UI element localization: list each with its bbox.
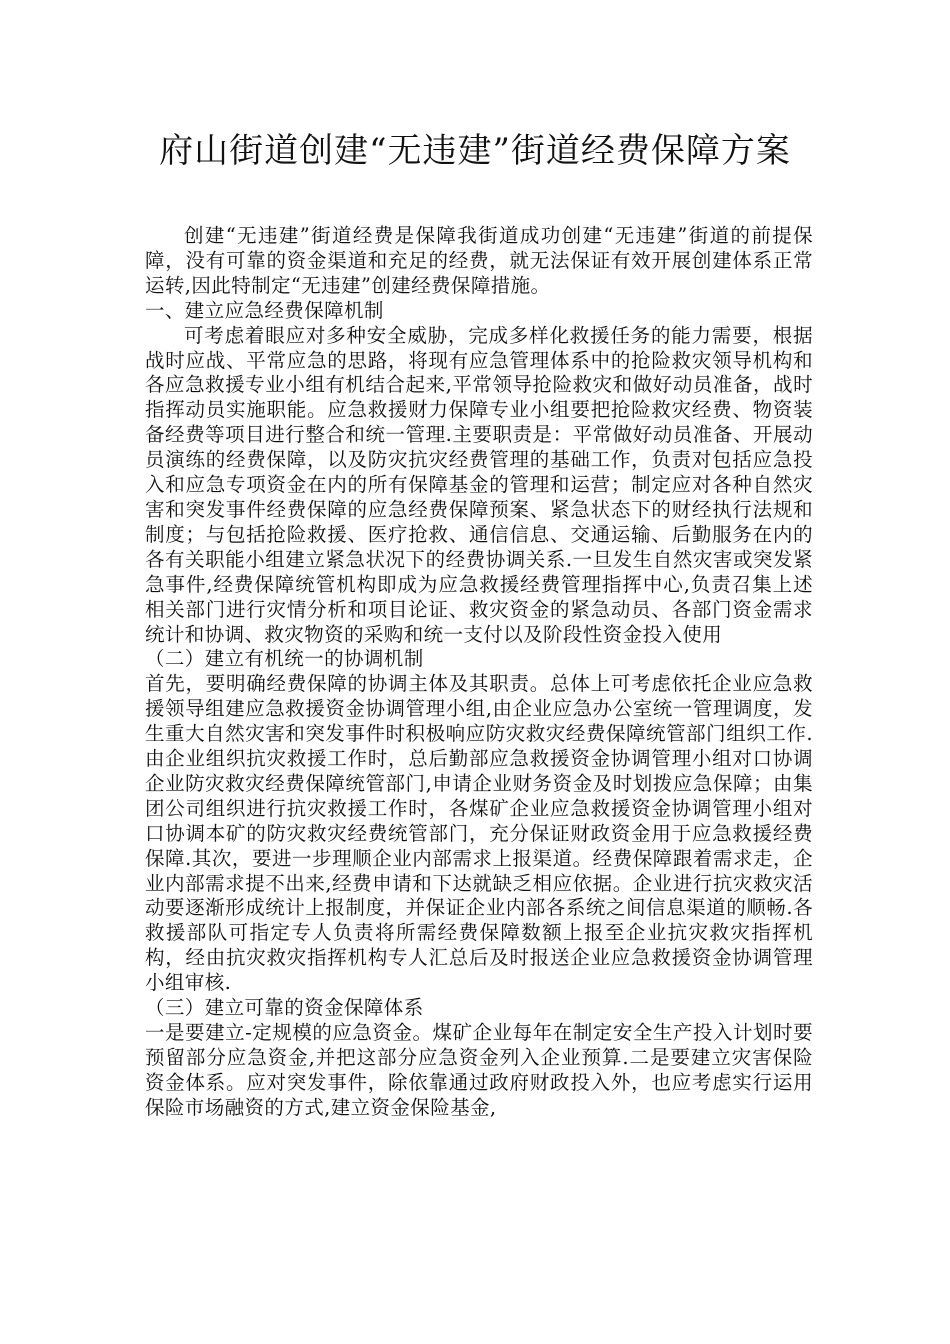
section-3-paragraph: 一是要建立-定规模的应急资金。煤矿企业每年在制定安全生产投入计划时要预留部分应急资金,并把这部分应急资金列入企业预算.二是要建立灾害保险资金体系。应对突发事件，除依靠通过政府财政投入外，也应考虑实行运用保险市场融资的方式,建立资金保险基金, (145, 1021, 813, 1119)
document-title: 府山街道创建“无违建”街道经费保障方案 (159, 131, 791, 171)
document-body (145, 224, 813, 1121)
section-1-heading: 一、建立应急经费保障机制 (145, 298, 384, 322)
section-1-paragraph: 可考虑着眼应对多种安全威胁，完成多样化救援任务的能力需要，根据战时应战、平常应急的思路，将现有应急管理体系中的抢险救灾领导机构和各应急救援专业小组有机结合起来,平常领导抢险救灾和做好动员准备，战时指挥动员实施职能。应急救援财力保障专业小组要把抢险救灾经费、物资装备经费等项目进行整合和统一管理.主要职责是：平常做好动员准备、开展动员演练的经费保障，以及防灾抗灾经费管理的基础工作，负责对包括应急投入和应急专项资金在内的所有保障基金的管理和运营；制定应对各种自然灾害和突发事件经费保障的应急经费保障预案、紧急状态下的财经执行法规和制度；与包括抢险救援、医疗抢救、通信信息、交通运输、后勤服务在内的各有关职能小组建立紧急状况下的经费协调关系.一旦发生自然灾害或突发紧急事件,经费保障统管机构即成为应急救援经费管理指挥中心,负责召集上述相关部门进行灾情分析和项目论证、救灾资金的紧急动员、各部门资金需求统计和协调、救灾物资的采购和统一支付以及阶段性资金投入使用 (145, 323, 813, 646)
section-2-paragraph: 首先，要明确经费保障的协调主体及其职责。总体上可考虑依托企业应急救援领导组建应急救援资金协调管理小组,由企业应急办公室统一管理调度，发生重大自然灾害和突发事件时积极响应防灾救灾经费保障统管部门组织工作.由企业组织抗灾救援工作时，总后勤部应急救援资金协调管理小组对口协调企业防灾救灾经费保障统管部门,申请企业财务资金及时划拨应急保障；由集团公司组织进行抗灾救援工作时，各煤矿企业应急救援资金协调管理小组对口协调本矿的防灾救灾经费统管部门，充分保证财政资金用于应急救援经费保障.其次，要进一步理顺企业内部需求上报渠道。经费保障跟着需求走，企业内部需求提不出来,经费申请和下达就缺乏相应依据。企业进行抗灾救灾活动要逐渐形成统计上报制度，并保证企业内部各系统之间信息渠道的顺畅.各救援部队可指定专人负责将所需经费保障数额上报至企业抗灾救灾指挥机构，经由抗灾救灾指挥机构专人汇总后及时报送企业应急救援资金协调管理小组审核. (145, 672, 813, 995)
section-2-heading: （二）建立有机统一的协调机制 (145, 647, 424, 671)
intro-paragraph: 创建“无违建”街道经费是保障我街道成功创建“无违建”街道的前提保障，没有可靠的资金渠道和充足的经费，就无法保证有效开展创建体系正常运转,因此特制定“无违建”创建经费保障措施。 (145, 224, 813, 297)
section-3-heading: （三）建立可靠的资金保障体系 (145, 996, 424, 1020)
